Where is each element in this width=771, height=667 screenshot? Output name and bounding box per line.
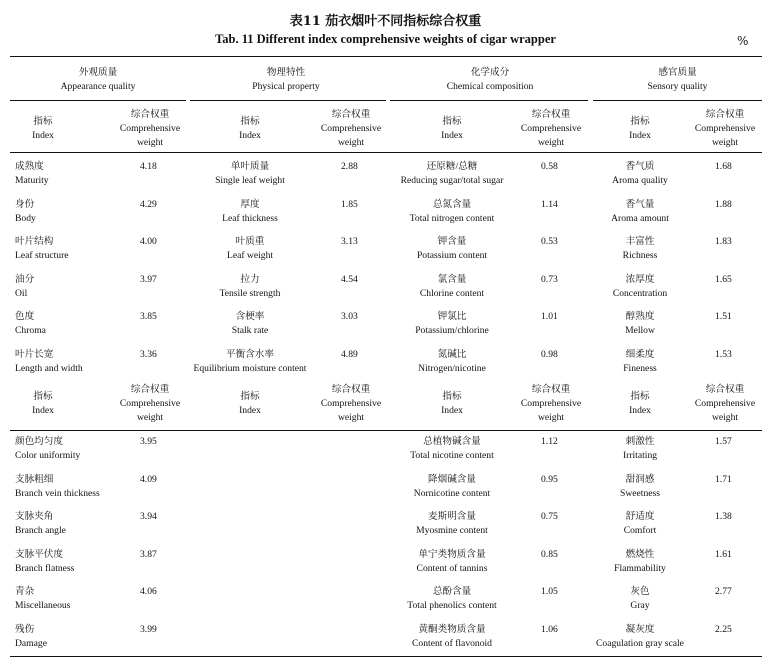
table-row-index	[377, 548, 527, 576]
table-row-index	[15, 235, 69, 263]
weight-header-weight-en2: weight	[711, 137, 739, 148]
index-name-en: Damage	[15, 637, 47, 649]
weight-value: 3.36	[140, 348, 157, 360]
index-name-en: Body	[15, 212, 36, 224]
table-row-index	[565, 310, 715, 338]
index-name-en: Nitrogen/nicotine	[418, 362, 486, 374]
index-name-en: Equilibrium moisture content	[193, 362, 307, 374]
weight-header	[311, 383, 391, 425]
weight-value: 3.13	[341, 236, 358, 247]
index-header-cn: 指标	[240, 391, 260, 402]
group-header-physical	[186, 66, 386, 94]
table-row-index	[565, 348, 715, 376]
index-name-cn: 降烟碱含量	[428, 473, 476, 485]
weight-value: 4.09	[140, 473, 157, 485]
table-row-index	[565, 435, 715, 463]
weight-value: 1.83	[715, 236, 732, 247]
table-row-index	[377, 435, 527, 463]
index-name-cn: 钾含量	[437, 236, 467, 247]
weight-value: 0.73	[541, 273, 558, 285]
index-name-en: Content of flavonoid	[412, 637, 492, 649]
group-rule-appearance	[10, 100, 186, 101]
weight-value: 1.61	[715, 548, 732, 560]
group-name-english: Chemical composition	[446, 81, 534, 92]
index-name-cn: 氯含量	[437, 273, 467, 285]
weight-header-weight-cn: 综合权重	[130, 384, 170, 395]
index-name-en: Irritating	[622, 450, 658, 461]
index-name-en: Color uniformity	[15, 450, 81, 461]
weight-header-weight-cn: 综合权重	[331, 384, 371, 395]
index-name-cn: 氮碱比	[437, 348, 467, 360]
weight-header-weight-en2: weight	[711, 412, 739, 423]
index-name-en: Maturity	[15, 175, 49, 186]
table-row-index	[377, 348, 527, 376]
index-name-cn: 刺激性	[625, 436, 655, 447]
weight-value: 1.85	[341, 198, 358, 210]
index-header	[210, 115, 290, 143]
index-header-en: Index	[629, 130, 651, 141]
index-name-cn: 含梗率	[235, 311, 265, 322]
table-row-index	[15, 310, 46, 338]
index-name-en: Branch flatness	[15, 562, 75, 574]
index-name-cn: 叶质重	[235, 236, 265, 247]
table-row-index	[377, 273, 527, 301]
index-name-en: Leaf structure	[15, 250, 69, 261]
weight-header-weight-en1: Comprehensive	[320, 123, 382, 134]
index-name-cn: 甜润感	[625, 473, 655, 485]
index-name-cn: 颜色均匀度	[15, 436, 63, 447]
index-name-cn: 身份	[15, 198, 35, 210]
table-row-index	[15, 473, 100, 501]
index-name-cn: 叶片长宽	[15, 348, 54, 360]
weight-value: 4.29	[140, 198, 157, 210]
top-rule	[10, 56, 762, 57]
table-row-index	[565, 235, 715, 263]
table-row-index	[15, 510, 66, 538]
index-header	[600, 115, 680, 143]
weight-value: 1.05	[541, 586, 558, 597]
index-name-cn: 浓厚度	[625, 273, 655, 285]
table-row-index	[565, 548, 715, 576]
table-row-index	[175, 273, 325, 301]
weight-header-weight-en2: weight	[337, 412, 365, 423]
index-name-en: Branch angle	[15, 525, 66, 536]
index-name-en: Coagulation gray scale	[596, 637, 684, 649]
weight-header-weight-cn: 综合权重	[331, 109, 371, 120]
index-name-en: Potassium/chlorine	[415, 325, 489, 336]
group-header-appearance	[10, 66, 186, 94]
index-header-en: Index	[441, 405, 463, 416]
group-rule-chemical	[390, 100, 588, 101]
index-name-cn: 舒适度	[625, 511, 655, 522]
weight-value: 1.51	[715, 311, 732, 322]
index-name-cn: 黄酮类物质含量	[418, 623, 486, 635]
weight-value: 0.98	[541, 348, 558, 360]
weight-value: 0.53	[541, 236, 558, 247]
index-name-en: Mellow	[625, 325, 655, 336]
group-name-english: Sensory quality	[647, 81, 708, 92]
table-row-index	[15, 623, 47, 651]
weight-header-weight-en2: weight	[337, 137, 365, 148]
index-name-en: Comfort	[623, 525, 657, 536]
index-name-cn: 丰富性	[625, 236, 655, 247]
group-header-sensory	[593, 66, 762, 94]
table-row-index	[377, 310, 527, 338]
index-name-cn: 总氮含量	[432, 198, 472, 210]
table-title-chinese: 表11 茄衣烟叶不同指标综合权重	[289, 14, 482, 29]
index-name-cn: 灰色	[630, 586, 650, 597]
weight-header-weight-en1: Comprehensive	[119, 398, 181, 409]
index-name-cn: 支脉平伏度	[15, 548, 63, 560]
index-header-cn: 指标	[630, 391, 650, 402]
table-row-index	[175, 348, 325, 376]
index-header-en: Index	[239, 405, 261, 416]
table-row-index	[565, 510, 715, 538]
table-row-index	[15, 160, 49, 188]
index-header	[412, 390, 492, 418]
index-header-cn: 指标	[442, 391, 462, 402]
index-header-cn: 指标	[33, 116, 53, 127]
table-row-index	[15, 585, 70, 613]
weight-value: 1.01	[541, 311, 558, 322]
index-name-cn: 成熟度	[15, 161, 44, 172]
index-name-en: Branch vein thickness	[15, 487, 100, 499]
table-row-index	[377, 510, 527, 538]
index-header-cn: 指标	[240, 116, 260, 127]
weight-value: 4.00	[140, 236, 157, 247]
table-row-index	[377, 585, 527, 613]
weight-header-weight-en2: weight	[537, 412, 565, 423]
index-header	[210, 390, 290, 418]
index-header-en: Index	[239, 130, 261, 141]
index-header	[412, 115, 492, 143]
index-name-en: Concentration	[612, 287, 668, 299]
index-name-en: Reducing sugar/total sugar	[400, 175, 504, 186]
table-row-index	[565, 273, 715, 301]
weight-value: 4.54	[341, 273, 358, 285]
weight-header	[685, 108, 765, 150]
weight-header-weight-en1: Comprehensive	[320, 398, 382, 409]
index-name-cn: 凝灰度	[625, 623, 655, 635]
index-name-cn: 香气量	[625, 198, 655, 210]
index-name-cn: 色度	[15, 311, 35, 322]
table-row-index	[175, 198, 325, 226]
weight-value: 3.94	[140, 511, 157, 522]
index-header-en: Index	[441, 130, 463, 141]
weight-value: 0.85	[541, 548, 558, 560]
weight-value: 3.95	[140, 436, 157, 447]
index-name-en: Aroma amount	[611, 212, 669, 224]
index-name-en: Oil	[15, 287, 28, 299]
weight-value: 0.75	[541, 511, 558, 522]
index-header-cn: 指标	[630, 116, 650, 127]
index-name-en: Sweetness	[620, 487, 660, 499]
group-name-chinese: 外观质量	[78, 67, 118, 78]
index-name-en: Potassium content	[416, 250, 488, 261]
weight-value: 3.97	[140, 273, 157, 285]
index-name-en: Chlorine content	[419, 287, 485, 299]
index-name-cn: 醇熟度	[625, 311, 655, 322]
index-header-en: Index	[32, 130, 54, 141]
weight-value: 1.57	[715, 436, 732, 447]
index-name-cn: 钾氯比	[437, 311, 467, 322]
group-name-chinese: 物理特性	[266, 67, 306, 78]
weight-value: 3.99	[140, 623, 157, 635]
weight-value: 4.18	[140, 161, 157, 172]
table-row-index	[377, 198, 527, 226]
weight-value: 1.06	[541, 623, 558, 635]
group-name-chinese: 感官质量	[658, 67, 697, 78]
index-name-en: Leaf thickness	[222, 212, 278, 224]
table-row-index	[15, 435, 80, 463]
weight-header-weight-en1: Comprehensive	[694, 123, 756, 134]
index-name-cn: 支脉夹角	[15, 511, 54, 522]
weight-header	[511, 108, 591, 150]
weight-value: 2.88	[341, 161, 358, 172]
index-name-en: Flammability	[614, 562, 666, 574]
table-title-english: Tab. 11 Different index comprehensive weights of cigar wrapper	[215, 32, 556, 46]
table-row-index	[565, 198, 715, 226]
bottom-rule	[10, 656, 762, 657]
weight-value: 1.53	[715, 348, 732, 360]
index-header	[3, 390, 83, 418]
weight-value: 1.68	[715, 161, 732, 172]
weight-header-weight-en2: weight	[537, 137, 565, 148]
index-name-en: Miscellaneous	[15, 600, 71, 611]
table-row-index	[175, 310, 325, 338]
weight-header-weight-en1: Comprehensive	[520, 398, 582, 409]
index-name-en: Nornicotine content	[413, 487, 491, 499]
weight-header-weight-en1: Comprehensive	[694, 398, 756, 409]
index-name-en: Total nitrogen content	[409, 212, 495, 224]
index-header-en: Index	[629, 405, 651, 416]
index-name-cn: 油分	[15, 273, 35, 285]
index-name-en: Content of tannins	[416, 562, 488, 574]
index-name-en: Myosmine content	[416, 525, 488, 536]
group-header-chemical	[390, 66, 590, 94]
weight-header	[685, 383, 765, 425]
weight-value: 4.06	[140, 586, 157, 597]
index-name-en: Stalk rate	[231, 325, 269, 336]
table-row-index	[15, 198, 36, 226]
index-name-cn: 总植物碱含量	[423, 436, 481, 447]
weight-header-weight-en1: Comprehensive	[119, 123, 181, 134]
index-name-en: Single leaf weight	[215, 175, 285, 186]
index-name-en: Leaf weight	[226, 250, 274, 261]
index-name-cn: 叶片结构	[15, 236, 54, 247]
weight-header-weight-cn: 综合权重	[531, 384, 571, 395]
index-name-en: Tensile strength	[219, 287, 281, 299]
weight-header-weight-en2: weight	[136, 137, 164, 148]
weight-header-weight-cn: 综合权重	[705, 109, 745, 120]
weight-header	[511, 383, 591, 425]
index-name-en: Fineness	[623, 362, 657, 374]
weight-value: 3.03	[341, 311, 358, 322]
weight-header	[110, 383, 190, 425]
weight-value: 3.85	[140, 311, 157, 322]
index-name-cn: 还原糖/总糖	[426, 161, 478, 172]
header-rule-2	[10, 430, 762, 431]
table-row-index	[565, 473, 715, 501]
index-header-en: Index	[32, 405, 54, 416]
index-name-cn: 燃烧性	[625, 548, 655, 560]
group-rule-sensory	[593, 100, 762, 101]
weight-value: 0.58	[541, 161, 558, 172]
table-row-index	[377, 160, 527, 188]
index-name-cn: 总酚含量	[432, 586, 472, 597]
weight-value: 1.71	[715, 473, 732, 485]
index-header-cn: 指标	[33, 391, 53, 402]
index-name-cn: 平衡含水率	[226, 348, 274, 360]
index-name-en: Gray	[630, 600, 650, 611]
index-name-en: Total phenolics content	[407, 600, 497, 611]
index-name-cn: 青杂	[15, 586, 35, 597]
weight-header-weight-en1: Comprehensive	[520, 123, 582, 134]
weight-header	[311, 108, 391, 150]
weight-value: 1.12	[541, 436, 558, 447]
table-row-index	[15, 348, 83, 376]
index-name-en: Total nicotine content	[410, 450, 494, 461]
index-name-cn: 单叶质量	[230, 161, 270, 172]
index-header	[600, 390, 680, 418]
weight-value: 1.14	[541, 198, 558, 210]
weight-value: 0.95	[541, 473, 558, 485]
index-header	[3, 115, 83, 143]
index-name-cn: 残伤	[15, 623, 35, 635]
group-rule-physical	[190, 100, 386, 101]
table-row-index	[565, 585, 715, 613]
weight-header-weight-cn: 综合权重	[531, 109, 571, 120]
weight-value: 1.88	[715, 198, 732, 210]
table-row-index	[377, 235, 527, 263]
weight-header-weight-cn: 综合权重	[705, 384, 745, 395]
weight-header-weight-cn: 综合权重	[130, 109, 170, 120]
table-row-index	[565, 160, 715, 188]
index-name-cn: 支脉粗细	[15, 473, 54, 485]
group-name-english: Appearance quality	[60, 81, 136, 92]
weight-value: 1.65	[715, 273, 732, 285]
index-name-cn: 香气质	[625, 161, 655, 172]
group-name-english: Physical property	[252, 81, 320, 92]
table-row-index	[15, 548, 74, 576]
index-name-cn: 厚度	[240, 198, 260, 210]
index-name-cn: 麦斯明含量	[428, 511, 476, 522]
index-name-cn: 单宁类物质含量	[418, 548, 486, 560]
weight-value: 2.25	[715, 623, 732, 635]
index-header-cn: 指标	[442, 116, 462, 127]
table-row-index	[377, 623, 527, 651]
weight-header-weight-en2: weight	[136, 412, 164, 423]
table-row-index	[377, 473, 527, 501]
index-name-en: Length and width	[15, 362, 83, 374]
table-row-index	[175, 235, 325, 263]
index-name-en: Aroma quality	[612, 175, 668, 186]
weight-value: 4.89	[341, 348, 358, 360]
index-name-en: Chroma	[15, 325, 46, 336]
index-name-cn: 拉力	[240, 273, 260, 285]
weight-value: 1.38	[715, 511, 732, 522]
table-row-index	[175, 160, 325, 188]
table-row-index	[15, 273, 34, 301]
weight-value: 2.77	[715, 586, 732, 597]
group-name-chinese: 化学成分	[470, 67, 510, 78]
unit-label: %	[737, 34, 749, 48]
table-row-index	[565, 623, 715, 651]
index-name-en: Richness	[622, 250, 658, 261]
weight-header	[110, 108, 190, 150]
weight-value: 3.87	[140, 548, 157, 560]
header-rule-1	[10, 152, 762, 153]
index-name-cn: 细柔度	[625, 348, 655, 360]
